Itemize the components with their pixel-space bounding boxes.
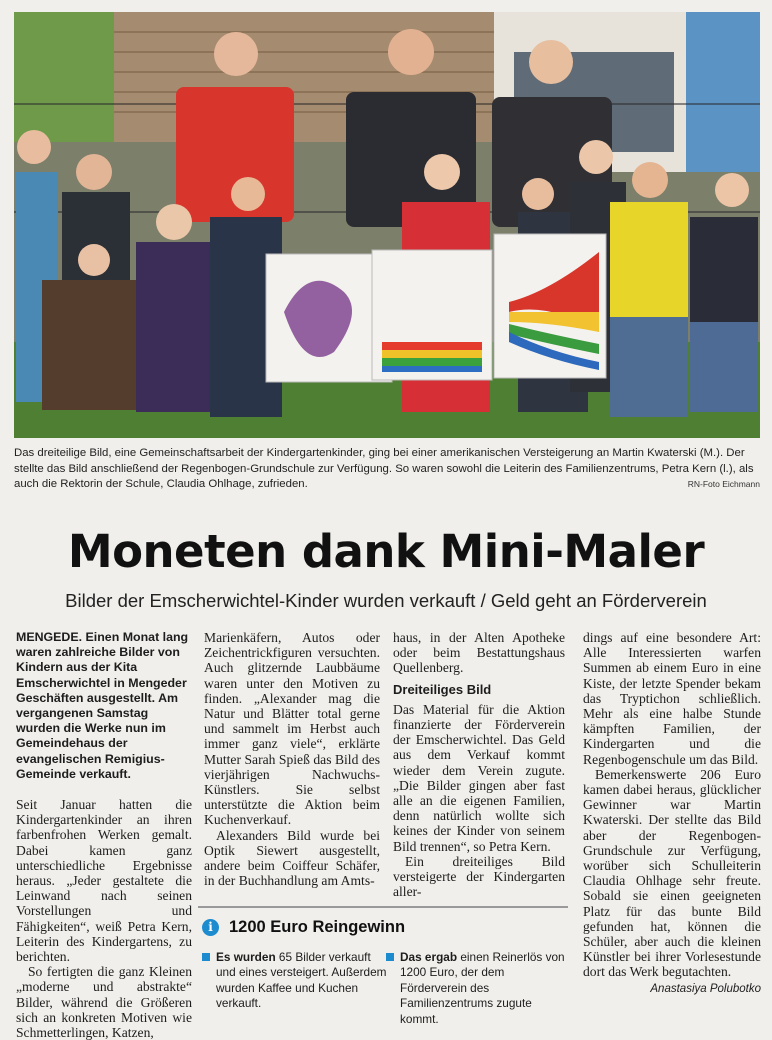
photo-caption (14, 446, 760, 493)
bullet-square-icon (386, 953, 394, 961)
info-box-item (400, 950, 570, 1027)
body-paragraph: Ein dreiteiliges Bild versteigerte der Kindergarten aller- (393, 853, 565, 900)
article-subheadline: Bilder der Emscherwichtel-Kinder wurden verkauft / Geld geht an Förderverein (65, 590, 707, 611)
article-column-3 (393, 630, 565, 899)
caption-text: Das dreiteilige Bild, eine Gemeinschaftsarbeit der Kindergartenkinder, ging bei einer amerikanischen Versteigerung an Martin Kwaterski (M.). Der stellte das Bild anschließend der Regenbogen-Grundschule zur Verfügung. So waren sowohl die Leiterin des Familienzentrums, Petra Kern (l.), als auch die Rektorin der Schule, Claudia Ohlhage, zufrieden. (14, 447, 754, 491)
body-paragraph: Alexanders Bild wurde bei Optik Siewert ausgestellt, andere beim Coiffeur Schäfer, in der Buchhandlung am Amts- (204, 827, 380, 889)
lead-text: Einen Monat lang waren zahlreiche Bilder von Kindern aus der Kita Emscherwichtel in Mengeder Geschäften ausgestellt. Am vergangenen Samstag wurden die Werke nun im Gemeindehaus der evangelischen Remigius-Gemeinde verkauft. (16, 630, 189, 781)
body-paragraph: Bemerkenswerte 206 Euro kamen dabei heraus, glücklicher Gewinner war Martin Kwaterski. Der stellte das Bild aber der Regenbogen-Grundschule zur Verfügung, worüber sich Schulleiterin Claudia Ohlhage sehr freute. Sobald sie einen geeigneten Platz für das bunte Bild gefunden hat, können die Schüler, aber auch die kleinen Künstler bei ihrer Vorlesestunde dort das Werk begutachten. (583, 766, 761, 980)
photo-credit: RN-Foto Eichmann (687, 479, 760, 490)
dateline: MENGEDE. (16, 630, 83, 644)
info-item-bold: Das ergab (400, 950, 458, 964)
info-item-bold: Es wurden (216, 950, 276, 964)
article-column-1 (16, 630, 192, 1040)
body-paragraph: Das Material für die Aktion finanzierte der Förderverein der Emscherwichtel. Das Geld aus dem Verkauf kommt wieder dem Verein zugute. „Die Bilder gingen aber fast alle an die eigenen Familien, denn natürlich wollte sich keines der Kinder von seinem Bild trennen“, so Petra Kern. (393, 701, 565, 854)
info-box-heading (202, 918, 405, 937)
bullet-square-icon (202, 953, 210, 961)
body-paragraph: dings auf eine besondere Art: Alle Interessierten warfen Summen ab einem Euro in eine Kiste, der letzte Spender bekam das Tryptichon schließlich. Mehr als eine halbe Stunde kämpften Familien, der Kindergarten und die Regenbogenschule um das Bild. (583, 630, 761, 767)
article-column-2 (204, 630, 380, 888)
body-paragraph: Seit Januar hatten die Kindergartenkinder an ihren farbenfrohen Werken gemalt. Dabei kamen ganz unterschiedliche Ergebnisse heraus. „Jeder gestaltete die Leinwand nach seinen Vorstellungen und Fähigkeiten“, weiß Petra Kern, Leiterin des Kindergartens, zu berichten. (16, 797, 192, 965)
author-byline: Anastasiya Polubotko (650, 982, 761, 995)
info-box-title: 1200 Euro Reingewinn (229, 918, 406, 936)
info-box-item (216, 950, 388, 1012)
info-box (198, 906, 568, 1026)
section-subtitle: Dreiteiliges Bild (393, 681, 492, 697)
body-paragraph: So fertigten die ganz Kleinen „moderne und abstrakte“ Bilder, während die Größeren sich an konkreten Motiven wie Schmetterlingen, Katzen, (16, 964, 192, 1040)
article-column-4 (583, 630, 761, 997)
info-item-text: einen Reinerlös von 1200 Euro, der dem Förderverein des Familienzentrums zugute kommt. (400, 950, 565, 1026)
body-paragraph: haus, in der Alten Apotheke oder beim Bestattungshaus Quellenberg. (393, 630, 565, 676)
body-paragraph: Marienkäfern, Autos oder Zeichentrickfiguren versuchten. Auch glitzernde Laubbäume waren unter den Motiven zu finden. „Alexander mag die Natur und Blätter total gerne und sammelt im Herbst auch immer ganz viele“, erklärte Mutter Sarah Spieß das Bild des vierjährigen Nachwuchs-Künstlers. Sie selbst unterstützte die Aktion beim Kuchenverkauf. (204, 630, 380, 828)
info-icon: i (202, 919, 219, 936)
lead-paragraph (16, 630, 192, 782)
info-item-text: 65 Bilder verkauft und eines versteigert. Außerdem wurden Kaffee und Kuchen verkauft. (216, 950, 387, 1011)
article-photo (14, 12, 760, 438)
article-headline: Moneten dank Mini-Maler (67, 525, 705, 578)
